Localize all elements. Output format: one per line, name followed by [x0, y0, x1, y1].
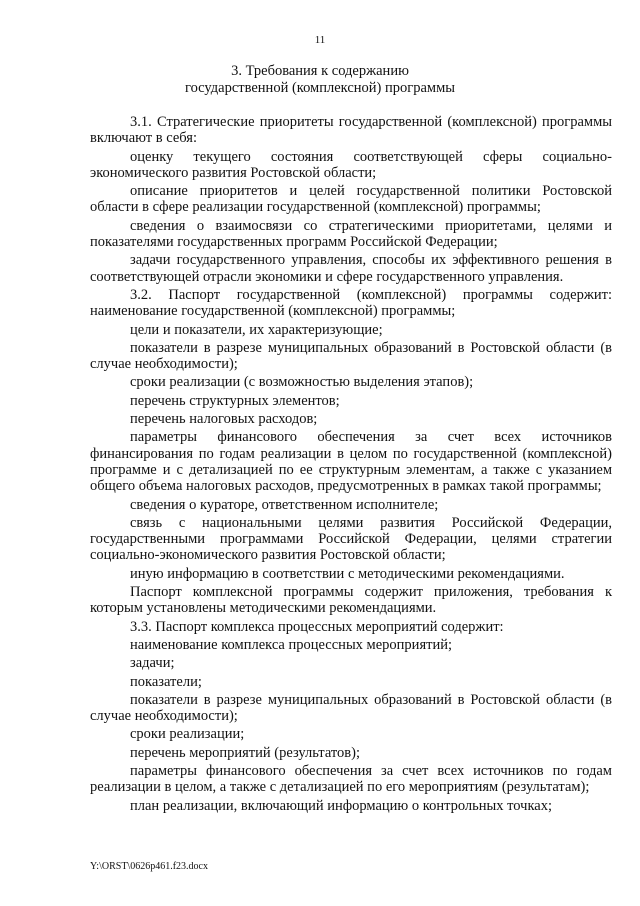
section-heading-line-2: государственной (комплексной) программы	[184, 80, 455, 96]
paragraph: 3.3. Паспорт комплекса процессных мероприятий содержит:	[130, 618, 504, 635]
paragraph: задачи государственного управления, способы их эффективного решения в соответствующей отрасли экономики и сфере государственного управления.	[90, 252, 612, 285]
paragraph: перечень налоговых расходов;	[130, 411, 318, 428]
page-number: 11	[314, 34, 326, 46]
file-path-footer: Y:\ORST\0626p461.f23.docx	[90, 861, 208, 872]
paragraph: показатели в разрезе муниципальных образований в Ростовской области (в случае необходимости);	[90, 339, 612, 373]
paragraph: перечень структурных элементов;	[130, 392, 340, 409]
paragraph: сроки реализации (с возможностью выделения этапов);	[130, 374, 474, 391]
paragraph: связь с национальными целями развития Российской Федерации, государственными программами Российской Федерации, целями стратегии социально-экономического развития Ростовской области;	[90, 514, 612, 564]
paragraph: задачи;	[130, 655, 175, 672]
section-heading	[0, 63, 640, 97]
paragraph: параметры финансового обеспечения за счет всех источников финансирования по годам реализации в целом по государственной (комплексной) программе и с детализацией по ее структурным элементам, а также с указанием общего объема налоговых расходов, предусмотренных в рамках такой программы;	[90, 429, 612, 495]
paragraph: план реализации, включающий информацию о контрольных точках;	[130, 797, 552, 814]
paragraph: параметры финансового обеспечения за счет всех источников по годам реализации в целом, а также с детализацией по его мероприятиям (результатам);	[90, 762, 612, 796]
paragraph: оценку текущего состояния соответствующей сферы социально-экономического развития Ростовской области;	[90, 148, 612, 181]
paragraph: показатели;	[130, 673, 202, 690]
paragraph: сроки реализации;	[130, 726, 245, 743]
paragraph: наименование комплекса процессных мероприятий;	[130, 636, 452, 653]
paragraph: показатели в разрезе муниципальных образований в Ростовской области (в случае необходимости);	[90, 691, 612, 725]
section-heading-line-1: 3. Требования к содержанию	[231, 63, 409, 79]
document-body	[90, 114, 612, 816]
paragraph: иную информацию в соответствии с методическими рекомендациями.	[130, 565, 565, 582]
paragraph: описание приоритетов и целей государственной политики Ростовской области в сфере реализации государственной (комплексной) программы;	[90, 183, 612, 216]
paragraph: 3.1. Стратегические приоритеты государственной (комплексной) программы включают в себя:	[90, 114, 612, 147]
paragraph: перечень мероприятий (результатов);	[130, 744, 360, 761]
paragraph: Паспорт комплексной программы содержит приложения, требования к которым установлены методическими рекомендациями.	[90, 584, 612, 617]
paragraph: сведения о кураторе, ответственном исполнителе;	[130, 496, 439, 513]
paragraph: цели и показатели, их характеризующие;	[130, 321, 383, 338]
paragraph: 3.2. Паспорт государственной (комплексной) программы содержит: наименование государственной (комплексной) программы;	[90, 286, 612, 320]
paragraph: сведения о взаимосвязи со стратегическими приоритетами, целями и показателями государственных программ Российской Федерации;	[90, 217, 612, 251]
